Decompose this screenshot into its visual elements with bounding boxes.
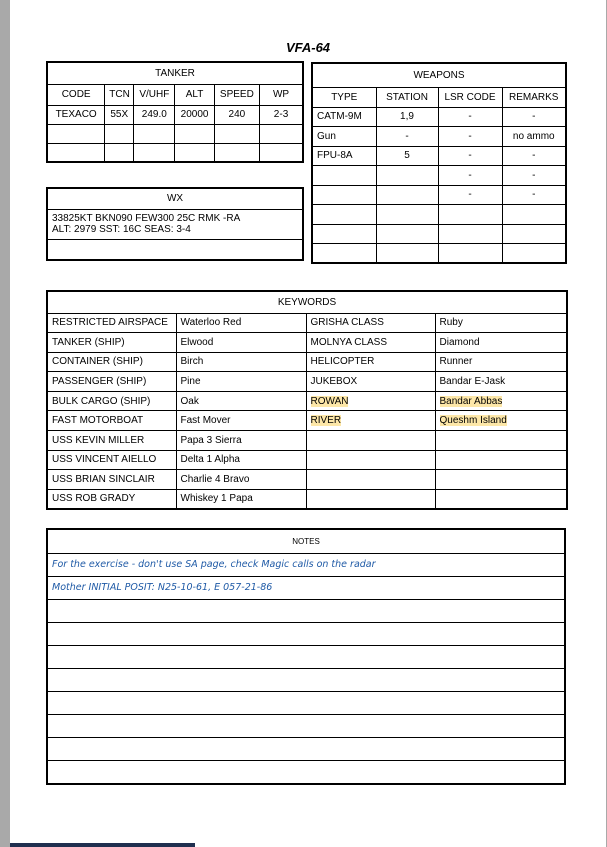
weapons-cell[interactable]: - xyxy=(502,107,566,127)
weapons-cell[interactable] xyxy=(438,224,502,244)
tanker-cell[interactable] xyxy=(214,143,259,162)
weapons-cell[interactable] xyxy=(312,185,376,205)
keywords-header: KEYWORDS xyxy=(47,291,567,313)
table-row xyxy=(312,224,566,244)
page-title: VFA-64 xyxy=(285,40,331,55)
keyword-cell[interactable]: JUKEBOX xyxy=(306,372,435,392)
wx-line-1: 33825KT BKN090 FEW300 25C RMK -RA xyxy=(52,213,241,224)
keyword-cell[interactable] xyxy=(435,411,567,431)
wx-header: WX xyxy=(47,188,303,209)
table-row xyxy=(47,576,565,599)
tanker-cell[interactable] xyxy=(47,143,105,162)
weapons-cell[interactable]: - xyxy=(502,146,566,166)
keyword-cell[interactable]: Oak xyxy=(176,391,306,411)
table-row xyxy=(47,760,565,784)
keyword-cell[interactable]: Diamond xyxy=(435,333,567,353)
weapons-col-lsr: LSR CODE xyxy=(438,87,502,107)
tanker-cell[interactable]: TEXACO xyxy=(47,105,105,124)
keyword-cell[interactable] xyxy=(306,391,435,411)
weapons-cell[interactable] xyxy=(502,244,566,264)
keyword-cell[interactable]: HELICOPTER xyxy=(306,352,435,372)
note-line[interactable] xyxy=(47,691,565,714)
note-line[interactable] xyxy=(47,668,565,691)
table-row xyxy=(312,185,566,205)
table-row xyxy=(312,107,566,127)
weapons-cell[interactable] xyxy=(438,244,502,264)
keyword-cell[interactable]: Pine xyxy=(176,372,306,392)
tanker-header: TANKER xyxy=(47,62,303,84)
keyword-cell[interactable] xyxy=(435,391,567,411)
keyword-cell[interactable]: BULK CARGO (SHIP) xyxy=(47,391,176,411)
highlighted-keyword: RIVER xyxy=(310,415,342,427)
table-row xyxy=(47,333,567,353)
keywords-table xyxy=(46,290,568,510)
weapons-col-type: TYPE xyxy=(312,87,376,107)
note-line[interactable] xyxy=(47,737,565,760)
keyword-cell[interactable]: Waterloo Red xyxy=(176,313,306,333)
table-row xyxy=(312,127,566,147)
tanker-col-vuhf: V/UHF xyxy=(134,84,175,105)
keyword-cell[interactable] xyxy=(306,450,435,470)
document-page xyxy=(10,0,606,847)
tanker-cell[interactable] xyxy=(134,124,175,143)
keyword-cell[interactable]: Fast Mover xyxy=(176,411,306,431)
keyword-cell[interactable] xyxy=(306,470,435,490)
table-row xyxy=(47,645,565,668)
keyword-cell[interactable]: Birch xyxy=(176,352,306,372)
weapons-cell[interactable] xyxy=(312,224,376,244)
keyword-cell[interactable] xyxy=(435,470,567,490)
keyword-cell[interactable] xyxy=(306,431,435,451)
weapons-cell[interactable]: FPU-8A xyxy=(312,146,376,166)
weapons-cell[interactable]: - xyxy=(438,146,502,166)
table-row xyxy=(47,553,565,576)
notes-table xyxy=(46,528,566,785)
keyword-cell[interactable] xyxy=(306,489,435,509)
tanker-col-wp: WP xyxy=(260,84,303,105)
table-row xyxy=(47,599,565,622)
keyword-cell[interactable]: USS ROB GRADY xyxy=(47,489,176,509)
table-row xyxy=(47,313,567,333)
keyword-cell[interactable]: CONTAINER (SHIP) xyxy=(47,352,176,372)
table-row xyxy=(47,737,565,760)
keyword-cell[interactable] xyxy=(435,489,567,509)
table-row xyxy=(47,450,567,470)
wx-line-2: ALT: 2979 SST: 16C SEAS: 3-4 xyxy=(52,224,191,235)
weapons-cell[interactable] xyxy=(376,244,438,264)
table-row xyxy=(47,431,567,451)
table-row xyxy=(47,622,565,645)
table-row xyxy=(47,411,567,431)
notes-header: NOTES xyxy=(47,529,565,553)
keyword-cell[interactable]: USS BRIAN SINCLAIR xyxy=(47,470,176,490)
table-row xyxy=(312,146,566,166)
keyword-cell[interactable]: Charlie 4 Bravo xyxy=(176,470,306,490)
keyword-cell[interactable]: Whiskey 1 Papa xyxy=(176,489,306,509)
table-row xyxy=(47,714,565,737)
note-line[interactable] xyxy=(47,599,565,622)
taskbar-strip xyxy=(10,843,195,847)
table-row xyxy=(47,668,565,691)
tanker-cell[interactable] xyxy=(175,124,214,143)
table-row xyxy=(47,391,567,411)
table-row xyxy=(47,105,303,124)
weapons-cell[interactable]: 1,9 xyxy=(376,107,438,127)
keyword-cell[interactable]: Elwood xyxy=(176,333,306,353)
keyword-cell[interactable]: RESTRICTED AIRSPACE xyxy=(47,313,176,333)
highlighted-keyword: ROWAN xyxy=(310,395,349,407)
note-line[interactable] xyxy=(47,645,565,668)
note-line[interactable] xyxy=(47,622,565,645)
table-row xyxy=(312,205,566,225)
tanker-cell[interactable] xyxy=(134,143,175,162)
weapons-cell[interactable] xyxy=(376,185,438,205)
keyword-cell[interactable]: Delta 1 Alpha xyxy=(176,450,306,470)
tanker-col-code: CODE xyxy=(47,84,105,105)
keyword-cell[interactable]: Papa 3 Sierra xyxy=(176,431,306,451)
note-line[interactable]: Mother INITIAL POSIT: N25-10-61, E 057-21-86 xyxy=(47,576,565,599)
note-line[interactable] xyxy=(47,714,565,737)
weapons-cell[interactable]: CATM-9M xyxy=(312,107,376,127)
table-row xyxy=(47,489,567,509)
weapons-cell[interactable]: - xyxy=(438,107,502,127)
wx-table xyxy=(46,187,304,261)
weapons-header: WEAPONS xyxy=(312,63,566,87)
keyword-cell[interactable]: Ruby xyxy=(435,313,567,333)
weapons-cell[interactable]: - xyxy=(438,185,502,205)
weapons-cell[interactable]: - xyxy=(438,166,502,186)
weapons-cell[interactable] xyxy=(376,205,438,225)
table-row xyxy=(47,143,303,162)
weapons-cell[interactable]: - xyxy=(502,166,566,186)
note-line[interactable] xyxy=(47,760,565,784)
weapons-cell[interactable] xyxy=(502,224,566,244)
highlighted-keyword: Queshm Island xyxy=(439,415,507,427)
keyword-cell[interactable] xyxy=(435,450,567,470)
keyword-cell[interactable]: Bandar E-Jask xyxy=(435,372,567,392)
tanker-cell[interactable]: 2-3 xyxy=(260,105,303,124)
weapons-cell[interactable] xyxy=(312,244,376,264)
tanker-col-alt: ALT xyxy=(175,84,214,105)
weapons-cell[interactable]: Gun xyxy=(312,127,376,147)
keyword-cell[interactable]: USS KEVIN MILLER xyxy=(47,431,176,451)
table-row xyxy=(47,470,567,490)
weapons-col-station: STATION xyxy=(376,87,438,107)
tanker-col-tcn: TCN xyxy=(105,84,134,105)
table-row xyxy=(47,124,303,143)
highlighted-keyword: Bandar Abbas xyxy=(439,395,503,407)
tanker-cell[interactable] xyxy=(260,124,303,143)
keyword-cell[interactable] xyxy=(306,411,435,431)
tanker-table xyxy=(46,61,304,163)
tanker-cell[interactable] xyxy=(260,143,303,162)
keyword-cell[interactable]: TANKER (SHIP) xyxy=(47,333,176,353)
weapons-cell[interactable] xyxy=(502,205,566,225)
tanker-cell[interactable]: 249.0 xyxy=(134,105,175,124)
keyword-cell[interactable] xyxy=(435,431,567,451)
weapons-cell[interactable] xyxy=(438,205,502,225)
table-row xyxy=(312,244,566,264)
table-row xyxy=(47,691,565,714)
tanker-cell[interactable]: 240 xyxy=(214,105,259,124)
keyword-cell[interactable]: GRISHA CLASS xyxy=(306,313,435,333)
keyword-cell[interactable]: PASSENGER (SHIP) xyxy=(47,372,176,392)
keyword-cell[interactable]: MOLNYA CLASS xyxy=(306,333,435,353)
tanker-cell[interactable]: 55X xyxy=(105,105,134,124)
tanker-cell[interactable] xyxy=(105,124,134,143)
weapons-cell[interactable] xyxy=(312,166,376,186)
weapons-cell[interactable]: 5 xyxy=(376,146,438,166)
keyword-cell[interactable]: USS VINCENT AIELLO xyxy=(47,450,176,470)
tanker-cell[interactable] xyxy=(214,124,259,143)
wx-empty-row[interactable] xyxy=(47,239,303,260)
tanker-cell[interactable]: 20000 xyxy=(175,105,214,124)
weapons-cell[interactable] xyxy=(376,224,438,244)
weapons-cell[interactable]: - xyxy=(438,127,502,147)
weapons-cell[interactable] xyxy=(376,166,438,186)
keyword-cell[interactable]: FAST MOTORBOAT xyxy=(47,411,176,431)
tanker-cell[interactable] xyxy=(47,124,105,143)
weapons-cell[interactable]: no ammo xyxy=(502,127,566,147)
weapons-table xyxy=(311,62,567,264)
weapons-cell[interactable]: - xyxy=(502,185,566,205)
keyword-cell[interactable]: Runner xyxy=(435,352,567,372)
weapons-cell[interactable] xyxy=(312,205,376,225)
tanker-col-speed: SPEED xyxy=(214,84,259,105)
weapons-cell[interactable]: - xyxy=(376,127,438,147)
table-row xyxy=(47,372,567,392)
tanker-cell[interactable] xyxy=(175,143,214,162)
tanker-cell[interactable] xyxy=(105,143,134,162)
weapons-col-remarks: REMARKS xyxy=(502,87,566,107)
table-row xyxy=(312,166,566,186)
note-line[interactable]: For the exercise - don't use SA page, check Magic calls on the radar xyxy=(47,553,565,576)
table-row xyxy=(47,352,567,372)
